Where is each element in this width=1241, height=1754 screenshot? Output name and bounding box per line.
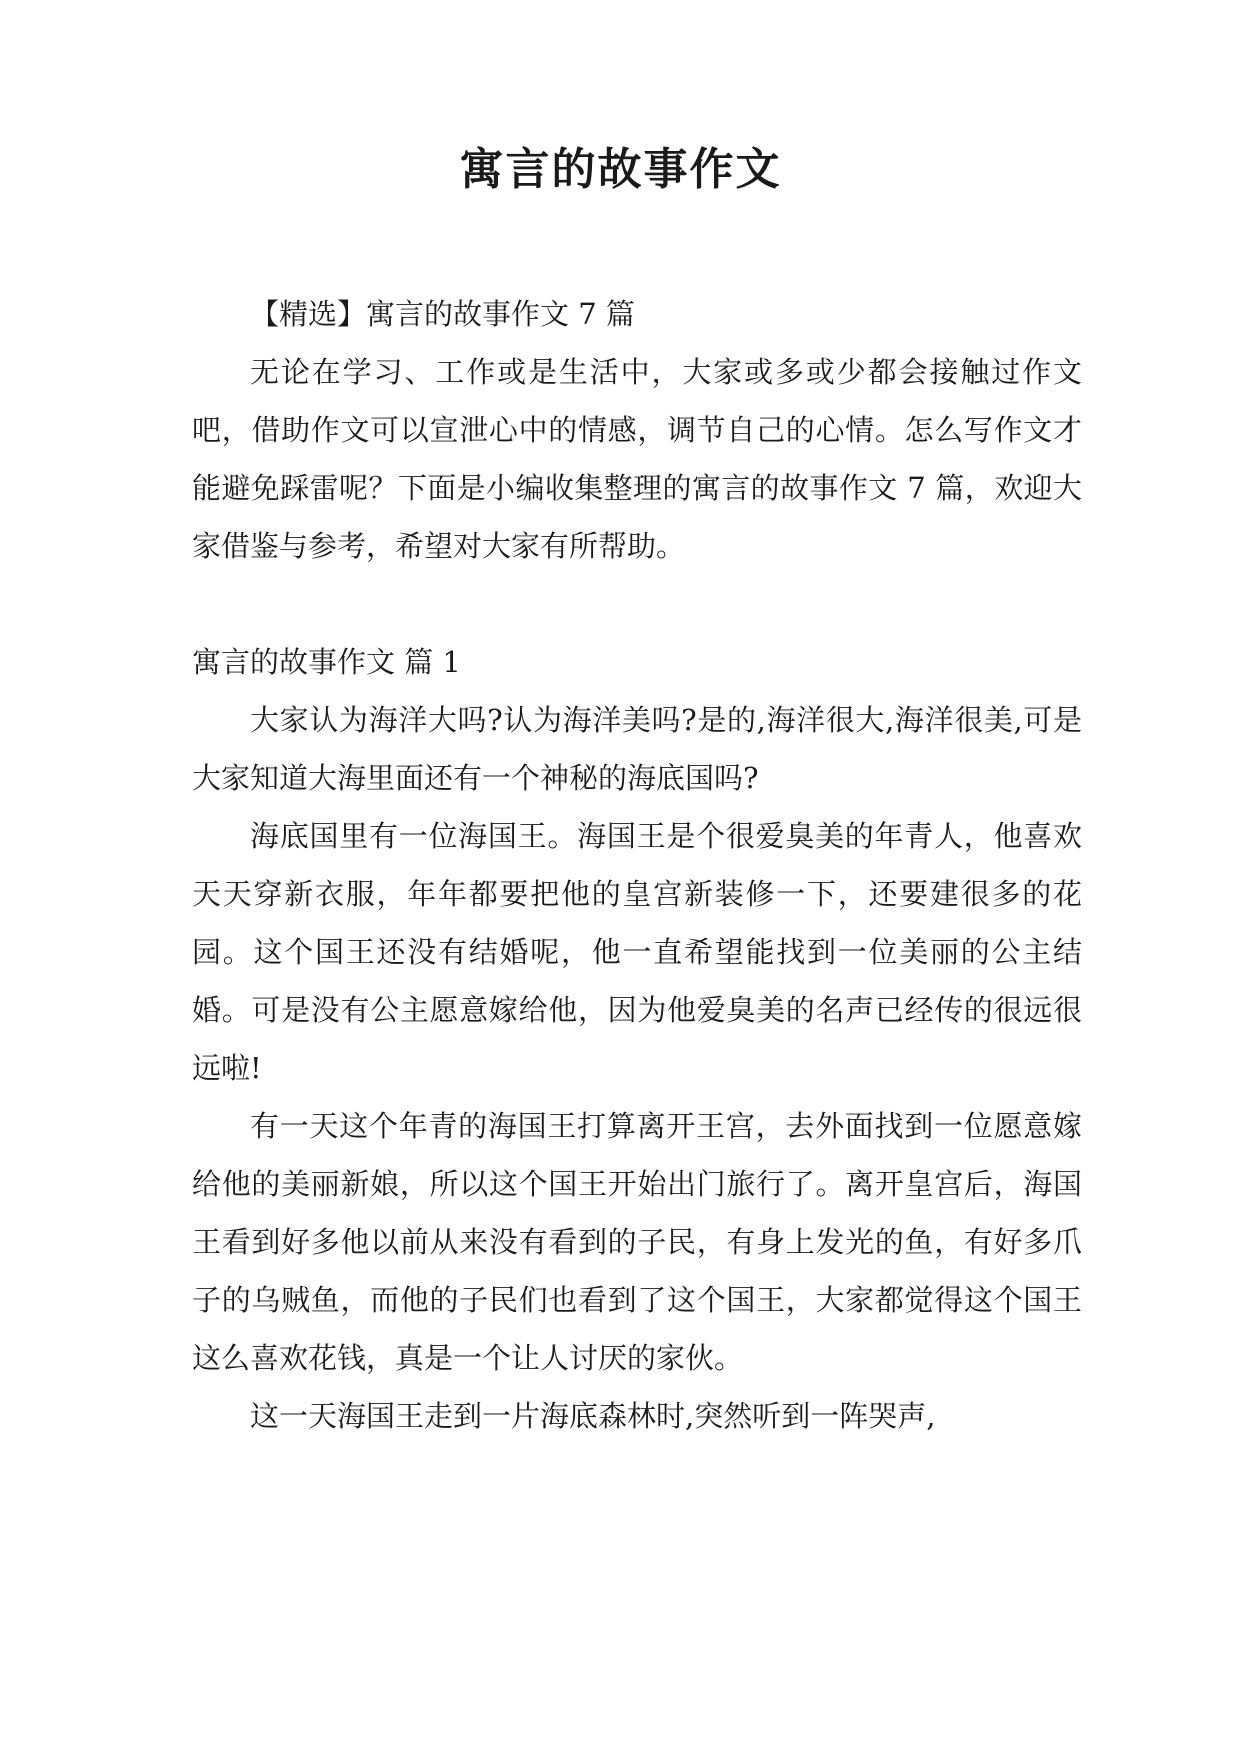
document-title: 寓言的故事作文 [459,144,782,195]
intro-subtitle: 【精选】寓言的故事作文 7 篇 [250,297,635,331]
body-paragraph: 海底国里有一位海国王。海国王是个很爱臭美的年青人，他喜欢天天穿新衣服，年年都要把他的皇宫新装修一下，还要建很多的花园。这个国王还没有结婚呢，他一直希望能找到一位美丽的公主结婚。可是没有公主愿意嫁给他，因为他爱臭美的名声已经传的很远很远啦! [192,819,1082,1085]
section-spacer [192,575,1082,633]
body-paragraph: 有一天这个年青的海国王打算离开王宫，去外面找到一位愿意嫁给他的美丽新娘，所以这个国王开始出门旅行了。离开皇宫后，海国王看到好多他以前从来没有看到的子民，有身上发光的鱼，有好多爪子的乌贼鱼，而他的子民们也看到了这个国王，大家都觉得这个国王这么喜欢花钱，真是一个让人讨厌的家伙。 [192,1109,1082,1375]
document-body [192,285,1082,1445]
intro-paragraph: 无论在学习、工作或是生活中，大家或多或少都会接触过作文吧，借助作文可以宣泄心中的情感，调节自己的心情。怎么写作文才能避免踩雷呢？下面是小编收集整理的寓言的故事作文 7 篇，欢迎大家借鉴与参考，希望对大家有所帮助。 [192,355,1082,563]
body-paragraph: 大家认为海洋大吗?认为海洋美吗?是的,海洋很大,海洋很美,可是大家知道大海里面还有一个神秘的海底国吗? [192,703,1082,795]
body-paragraph: 这一天海国王走到一片海底森林时,突然听到一阵哭声, [250,1399,936,1433]
section-heading: 寓言的故事作文 篇 1 [192,645,461,679]
